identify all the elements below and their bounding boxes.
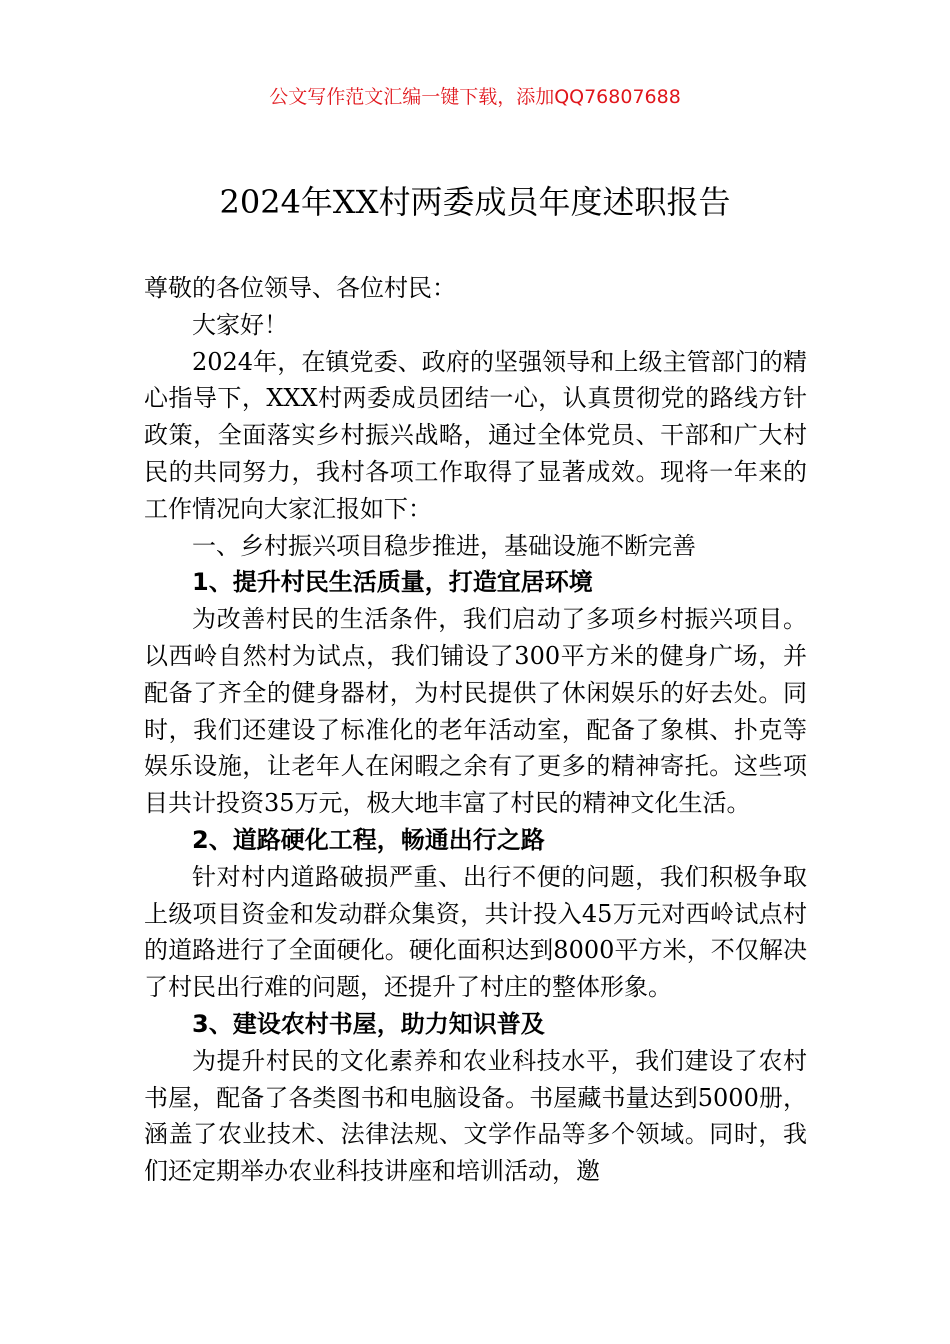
report-title: 2024年XX村两委成员年度述职报告: [219, 183, 731, 221]
subheading-1: 1、提升村民生活质量，打造宜居环境: [192, 568, 593, 597]
subheading-3: 3、建设农村书屋，助力知识普及: [192, 1009, 545, 1038]
download-promo-note: 公文写作范文汇编一键下载，添加QQ76807688: [269, 86, 681, 108]
paragraph-road-hardening: 针对村内道路破损严重、出行不便的问题，我们积极争取上级项目资金和发动群众集资，共计投入45万元对西岭试点村的道路进行了全面硬化。硬化面积达到8000平方米，不仅解决了村民出行难的问题，还提升了村庄的整体形象。: [144, 862, 807, 1002]
paragraph-rural-library: 为提升村民的文化素养和农业科技水平，我们建设了农村书屋，配备了各类图书和电脑设备。书屋藏书量达到5000册，涵盖了农业技术、法律法规、文学作品等多个领域。同时，我们还定期举办农业科技讲座和培训活动，邀: [144, 1046, 807, 1186]
report-body: [144, 270, 807, 1190]
section-heading-1: 一、乡村振兴项目稳步推进，基础设施不断完善: [192, 531, 696, 560]
paragraph-living-quality: 为改善村民的生活条件，我们启动了多项乡村振兴项目。以西岭自然村为试点，我们铺设了300平方米的健身广场，并配备了齐全的健身器材，为村民提供了休闲娱乐的好去处。同时，我们还建设了标准化的老年活动室，配备了象棋、扑克等娱乐设施，让老年人在闲暇之余有了更多的精神寄托。这些项目共计投资35万元，极大地丰富了村民的精神文化生活。: [144, 605, 807, 818]
greeting: 大家好！: [192, 310, 288, 339]
intro-paragraph: 2024年，在镇党委、政府的坚强领导和上级主管部门的精心指导下，XXX村两委成员团结一心，认真贯彻党的路线方针政策，全面落实乡村振兴战略，通过全体党员、干部和广大村民的共同努力，我村各项工作取得了显著成效。现将一年来的工作情况向大家汇报如下：: [144, 347, 807, 523]
salutation: 尊敬的各位领导、各位村民：: [144, 274, 456, 302]
subheading-2: 2、道路硬化工程，畅通出行之路: [192, 825, 545, 854]
